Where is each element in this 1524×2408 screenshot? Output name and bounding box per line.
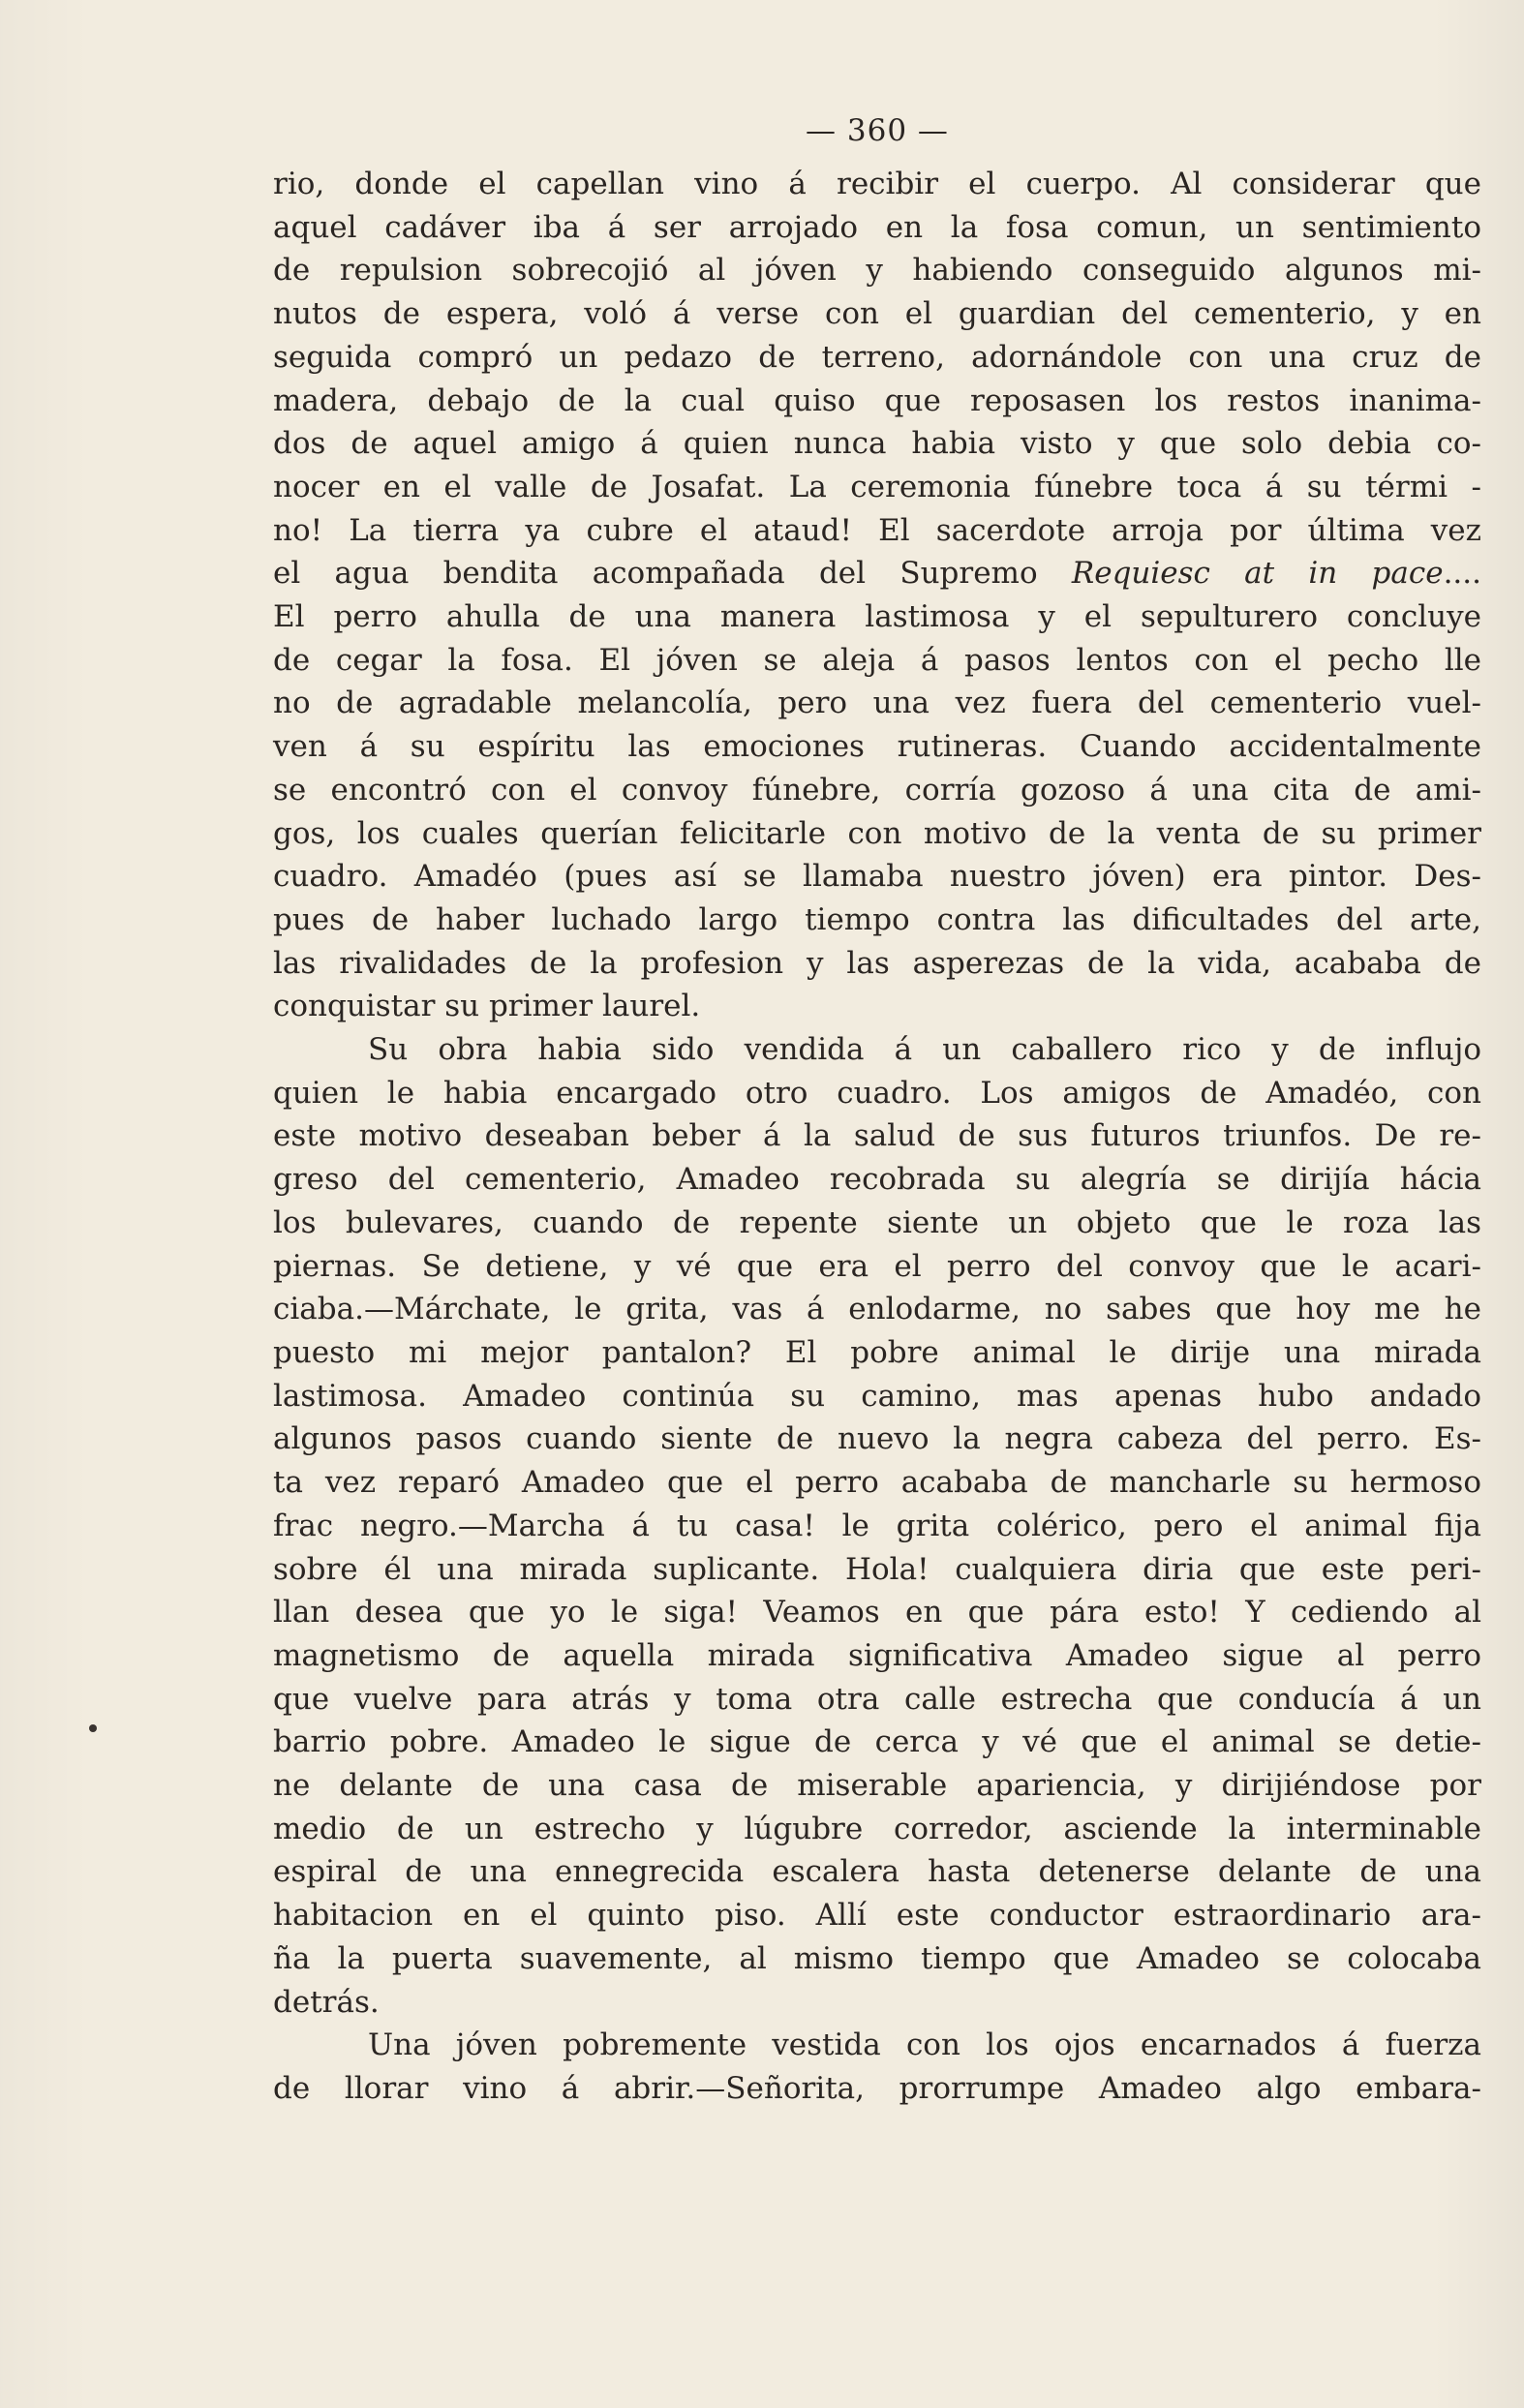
paragraph-end-line: detrás. — [273, 1984, 380, 2020]
text-line — [273, 552, 1481, 595]
text-line: rio, donde el capellan vino á recibir el cuerpo. Al considerar que — [273, 167, 1481, 201]
body-text — [273, 163, 1481, 2111]
text-line: barrio pobre. Amadeo le sigue de cerca y vé que el animal se detie- — [273, 1724, 1481, 1760]
paragraph-start-line: Su obra habia sido vendida á un caballero rico y de influjo — [368, 1032, 1481, 1068]
text-line: medio de un estrecho y lúgubre corredor, asciende la interminable — [273, 1811, 1481, 1846]
text-segment: el agua bendita acompañada del Supremo — [273, 556, 1072, 592]
text-line: piernas. Se detiene, y vé que era el perro del convoy que le acari- — [273, 1248, 1481, 1284]
text-line: ña la puerta suavemente, al mismo tiempo que Amadeo se colocaba — [273, 1940, 1481, 1976]
text-line: los bulevares, cuando de repente siente un objeto que le roza las — [273, 1204, 1481, 1240]
text-line: nocer en el valle de Josafat. La ceremonia fúnebre toca á su térmi - — [273, 469, 1481, 504]
text-segment: .... — [1443, 556, 1481, 592]
text-line: seguida compró un pedazo de terreno, adornándole con una cruz de — [273, 339, 1481, 375]
text-line: ciaba.—Márchate, le grita, vas á enlodarme, no sabes que hoy me he — [273, 1292, 1481, 1327]
text-line: pues de haber luchado largo tiempo contra las dificultades del arte, — [273, 901, 1481, 937]
text-line: ta vez reparó Amadeo que el perro acababa de mancharle su hermoso — [273, 1465, 1481, 1501]
text-line: nutos de espera, voló á verse con el guardian del cementerio, y en — [273, 296, 1481, 332]
text-line: llan desea que yo le siga! Veamos en que pára esto! Y cediendo al — [273, 1595, 1481, 1631]
text-line: lastimosa. Amadeo continúa su camino, mas apenas hubo andado — [273, 1378, 1481, 1414]
text-line: que vuelve para atrás y toma otra calle estrecha que conducía á un — [273, 1681, 1481, 1717]
text-line: algunos pasos cuando siente de nuevo la negra cabeza del perro. Es- — [273, 1421, 1481, 1457]
latin-phrase: Requiesc at in pace — [1071, 556, 1444, 592]
paragraph-start-line: Una jóven pobremente vestida con los ojos encarnados á fuerza — [368, 2027, 1481, 2063]
text-line: cuadro. Amadéo (pues así se llamaba nuestro jóven) era pintor. Des- — [273, 859, 1481, 895]
text-line: quien le habia encargado otro cuadro. Los amigos de Amadéo, con — [273, 1075, 1481, 1111]
paragraph-end-line: conquistar su primer laurel. — [273, 989, 701, 1024]
text-line: dos de aquel amigo á quien nunca habia visto y que solo debia co- — [273, 426, 1481, 462]
text-line: gos, los cuales querían felicitarle con motivo de la venta de su primer — [273, 815, 1481, 851]
text-line: de repulsion sobrecojió al jóven y habiendo conseguido algunos mi- — [273, 253, 1481, 289]
text-line: este motivo deseaban beber á la salud de sus futuros triunfos. De re- — [273, 1118, 1481, 1154]
text-line: ne delante de una casa de miserable apariencia, y dirijiéndose por — [273, 1768, 1481, 1804]
text-line: se encontró con el convoy fúnebre, corría gozoso á una cita de ami- — [273, 772, 1481, 808]
text-line: frac negro.—Marcha á tu casa! le grita colérico, pero el animal fija — [273, 1508, 1481, 1543]
text-line: de cegar la fosa. El jóven se aleja á pasos lentos con el pecho lle — [273, 642, 1481, 678]
page-number: — 360 — — [806, 113, 949, 148]
text-line: greso del cementerio, Amadeo recobrada su alegría se dirijía hácia — [273, 1162, 1481, 1198]
text-line: no de agradable melancolía, pero una vez fuera del cementerio vuel- — [273, 686, 1481, 721]
text-line: las rivalidades de la profesion y las asperezas de la vida, acababa de — [273, 945, 1481, 981]
text-line: madera, debajo de la cual quiso que reposasen los restos inanima- — [273, 382, 1481, 418]
text-line: habitacion en el quinto piso. Allí este conductor estraordinario ara- — [273, 1898, 1481, 1934]
text-line: espiral de una ennegrecida escalera hasta detenerse delante de una — [273, 1854, 1481, 1890]
margin-mark — [89, 1724, 97, 1732]
text-line: aquel cadáver iba á ser arrojado en la fosa comun, un sentimiento — [273, 209, 1481, 245]
text-line: sobre él una mirada suplicante. Hola! cualquiera diria que este peri- — [273, 1551, 1481, 1587]
text-line: de llorar vino á abrir.—Señorita, prorrumpe Amadeo algo embara- — [273, 2070, 1481, 2106]
text-line: magnetismo de aquella mirada significativa Amadeo sigue al perro — [273, 1637, 1481, 1673]
text-line: El perro ahulla de una manera lastimosa y el sepulturero concluye — [273, 599, 1481, 635]
text-line: ven á su espíritu las emociones rutineras. Cuando accidentalmente — [273, 729, 1481, 765]
text-line: puesto mi mejor pantalon? El pobre animal le dirije una mirada — [273, 1334, 1481, 1370]
text-line: no! La tierra ya cubre el ataud! El sacerdote arroja por última vez — [273, 512, 1481, 548]
